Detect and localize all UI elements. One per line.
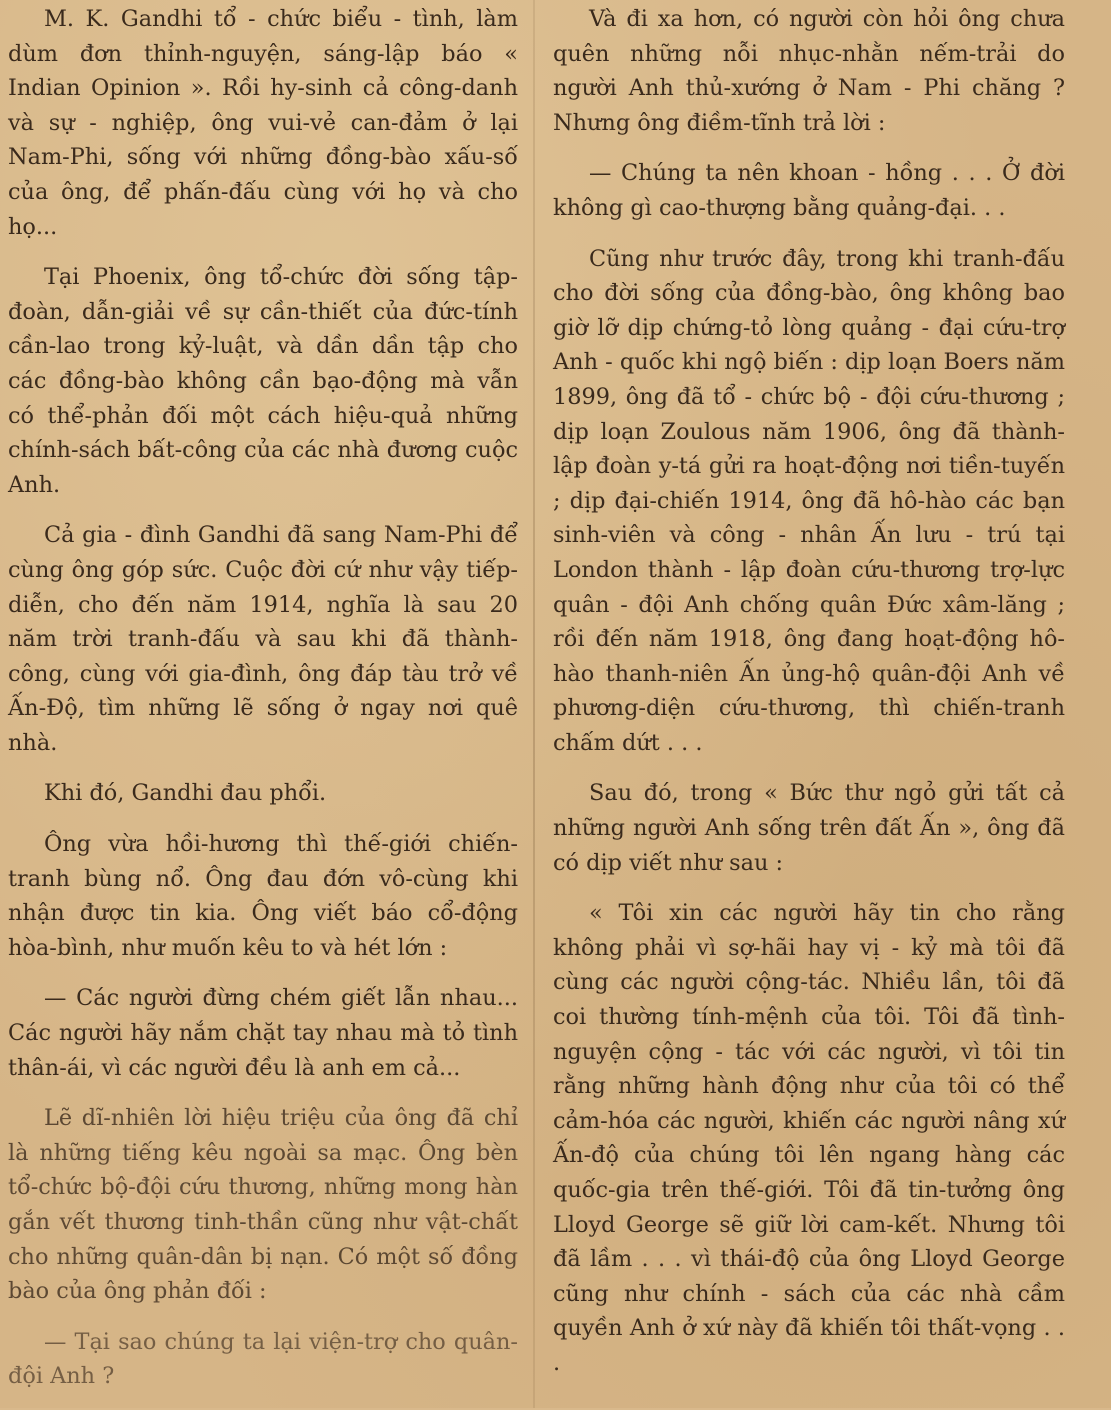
- left-paragraph-5: Ông vừa hồi-hương thì thế-giới chiến-tranh bùng nổ. Ông đau đớn vô-cùng khi nhận được tin kia. Ông viết báo cổ-động hòa-bình, như muốn kêu to và hét lớn :: [8, 831, 518, 961]
- left-paragraph-6: Lẽ dĩ-nhiên lời hiệu triệu của ông đã chỉ là những tiếng kêu ngoài sa mạc. Ông bèn tổ-chức bộ-đội cứu thương, những mong hàn gắn vết thương tinh-thần cũng như vật-chất cho những quân-dân bị nạn. Có một số đồng bào của ông phản đối :: [8, 1105, 518, 1305]
- left-paragraph-2: Tại Phoenix, ông tổ-chức đời sống tập-đoàn, dẫn-giải về sự cần-thiết của đức-tính cần-lao trong kỷ-luật, và dần dần tập cho các đồng-bào không cần bạo-động mà vẫn có thể-phản đối một cách hiệu-quả những chính-sách bất-công của các nhà đương cuộc Anh.: [8, 264, 518, 498]
- right-column: [553, 0, 1065, 1397]
- right-paragraph-2: Cũng như trước đây, trong khi tranh-đấu cho đời sống của đồng-bào, ông không bao giờ lỡ dịp chứng-tỏ lòng quảng - đại cứu-trợ Anh - quốc khi ngộ biến : dịp loạn Boers năm 1899, ông đã tổ - chức bộ - đội cứu-thương ; dịp loạn Zoulous năm 1906, ông đã thành-lập đoàn y-tá gửi ra hoạt-động nơi tiền-tuyến ; dịp đại-chiến 1914, ông đã hô-hào các bạn sinh-viên và công - nhân Ấn lưu - trú tại London thành - lập đoàn cứu-thương trợ-lực quân - đội Anh chống quân Đức xâm-lăng ; rồi đến năm 1918, ông đang hoạt-động hô-hào thanh-niên Ấn ủng-hộ quân-đội Anh về phương-diện cứu-thương, thì chiến-tranh chấm dứt . . .: [553, 245, 1065, 756]
- left-paragraph-1: M. K. Gandhi tổ - chức biểu - tình, làm dùm đơn thỉnh-nguyện, sáng-lập báo « Indian Opinion ». Rồi hy-sinh cả công-danh và sự - nghiệp, ông vui-vẻ can-đảm ở lại Nam-Phi, sống với những đồng-bào xấu-số của ông, để phấn-đấu cùng với họ và cho họ...: [8, 6, 518, 240]
- column-divider: [533, 0, 535, 1408]
- left-paragraph-3: Cả gia - đình Gandhi đã sang Nam-Phi để cùng ông góp sức. Cuộc đời cứ như vậy tiếp-diễn, cho đến năm 1914, nghĩa là sau 20 năm trời tranh-đấu và sau khi đã thành-công, cùng với gia-đình, ông đáp tàu trở về Ấn-Độ, tìm những lẽ sống ở ngay nơi quê nhà.: [8, 522, 518, 756]
- left-paragraph-4: Khi đó, Gandhi đau phổi.: [44, 780, 327, 807]
- left-dialog-1: — Các người đừng chém giết lẫn nhau... Các người hãy nắm chặt tay nhau mà tỏ tình thân-ái, vì các người đều là anh em cả...: [8, 985, 518, 1081]
- right-dialog-1: — Chúng ta nên khoan - hồng . . . Ở đời không gì cao-thượng bằng quảng-đại. . .: [553, 160, 1065, 221]
- left-column: [8, 0, 518, 1410]
- right-paragraph-1: Và đi xa hơn, có người còn hỏi ông chưa quên những nỗi nhục-nhằn nếm-trải do người Anh thủ-xướng ở Nam - Phi chăng ? Nhưng ông điềm-tĩnh trả lời :: [553, 6, 1065, 136]
- right-paragraph-3: Sau đó, trong « Bức thư ngỏ gửi tất cả những người Anh sống trên đất Ấn », ông đã có dịp viết như sau :: [553, 780, 1065, 876]
- left-dialog-2: — Tại sao chúng ta lại viện-trợ cho quân-đội Anh ?: [8, 1328, 518, 1390]
- right-quote: « Tôi xin các người hãy tin cho rằng không phải vì sợ-hãi hay vị - kỷ mà tôi đã cùng các người cộng-tác. Nhiều lần, tôi đã coi thường tính-mệnh của tôi. Tôi đã tình-nguyện cộng - tác với các người, vì tôi tin rằng những hành động như của tôi có thể cảm-hóa các người, khiến các người nâng xứ Ấn-độ của chúng tôi lên ngang hàng các quốc-gia trên thế-giới. Tôi đã tin-tưởng ông Lloyd George sẽ giữ lời cam-kết. Nhưng tôi đã lầm . . . vì thái-độ của ông Lloyd George cũng như chính - sách của các nhà cầm quyền Anh ở xứ này đã khiến tôi thất-vọng . . .: [553, 900, 1065, 1376]
